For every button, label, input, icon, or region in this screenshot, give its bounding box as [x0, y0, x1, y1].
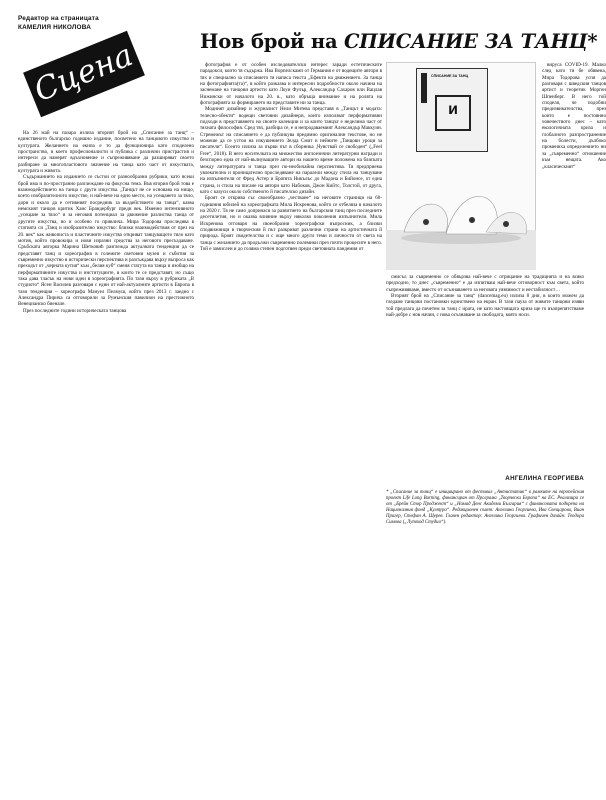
paragraph: смисъл за съвременно се обвързва най-вече с отрицание на традицията и на всяко предходно, то днес „съвременно“ е да изпитваш най-вече отговорност към света, който съпреживяваме, вместо от осъзнаването за неговата уязвимост и нестабилност…	[386, 274, 584, 293]
editor-credit	[18, 14, 99, 32]
cover-logo-box	[435, 95, 471, 131]
article-column-3-top	[542, 62, 606, 276]
editor-role: Редактор на страницата	[18, 15, 99, 22]
fabric-shape	[404, 204, 448, 232]
author-name: АНГЕЛИНА ГЕОРГИЕВА	[505, 475, 584, 482]
paragraph: През последните години историческата танцова	[23, 307, 127, 314]
cover-title: СПИСАНИЕ ЗА ТАНЦ	[431, 74, 469, 78]
headline-prefix: Нов брой на	[200, 30, 344, 53]
footnote: * „Списание за танц“ е инициирано от фестивал „Антистатик“ в рамките на европейския проект Life Long Burning, финансиран от Програма „Творческа Европа“ на ЕС. Реализира се от „Брейн Стор Проджект“ и „Номад Денс Академи България“ с финансовата подкрепа на Националния фонд „Култура“. Редакционен съвет: Ангелина Георгиева, Ива Свещарова, Виан Прагер, Стефан А. Щерев. Главен редактор: Ангелина Георгиева. Графичен дизайн: Теодора Симова („Лупоход Студио“).	[386, 490, 584, 525]
paragraph: Модният дизайнер и журналист Нели Митева представя в „Танцът в модата: телесно-обекти“ водещи световни дизайнери, които използват перформативни подходи в представянето на своите колекции и за които танцът е неделима част от тяхната философия. Сред тях, разбира се, е и непродаваемият Александър Маккуин. Стремежът на списанието е да публикува предимно оригинални текстове, но не можеше да се устои на изкушението Зелда Смит и нейните „Танцови уроци за писатели“. Есеито излиза за първи път в сборника „Чувствай се свободен“ („Feel Free“, 2018). В него носителката на множество англоезични литературни награди и безспорно една от най-вълнуващите автори на нашето време положена на бляската между литературата и танца през по-необичайна перспектива. Тя предприема увлекателно и проницателно проследяване на паралели между стила на танцуване на изпълнители от Фред Астер и Братята Никълъс до Мадона и Бийонсе, от една страна, и стила на писане на автори като Набоков, Джон Кийтс, Толстой, от друга, като с казуси около собственото й писателско дизайн.	[200, 106, 382, 195]
dancer-figure	[469, 217, 475, 223]
paragraph: Съдържанието на изданието се състои от разнообразни рубрики, като всеки брой има и по-пространно разглеждане на фокусна тема. Във втория брой това е взаимодействието на танца с други изкуства. „Танцът не се основава на нищо, което изобразителното изкуство, и най-вече на едно место, на усещането за тяло, дори и около да е сетивният посредник за въздействието на танца“, казва немският танцов критик Ханс Брандербург преди век. Именно интензивното „усещане за тяло“ и за неговия потенциал за движение разлиства танца от другите изкуства, но и особено го привлича. Мира Тодорова проследява в статията си „Танц и изобразително изкуство: близки взаимодействия от през на 20. век“ как живописта и пластичните изкуства откриват танцуващото тяло като мотив, който провокира и нови изразни средства за неговото пресъздаване. Сръбската авторка Марина Шетковић разглежда актуалната тенденция да се представят танц и хореография в големите световни музеи и събития за съвременно изкуство в исторически перспектива и разсъждава върху въпроса как преходът от „черната кутия“ към „белия куб“ сменя статута на танца и изобщо на перформативните изкуства и институциите, в които те се представят, но също така дава тласък на нови идеи в хореографията. По тази върху в рубриката „В студиото“ Ясен Василев разговаря с един от най-актуалните артисти в Европа в тази тенденция – хореографа Мануел Пелмуш, който през 2013 г. заедно с Александра Пирича са отговорили за Румънския павилион на престижното Венецианско биенале.	[18, 174, 194, 308]
article-column-1	[18, 130, 194, 772]
editor-name: КАМЕЛИЯ НИКОЛОВА	[18, 24, 92, 31]
paragraph: Вторият брой на „Списание за танц“ (dancemag.eu) излиза 8 дни, в които можем да гледаме танцови постановки единствено на екран. В тази пауза от живите танцови изяви той предлага да почетем за танц с ирата, не като настоящата криза ще го възпрепятстваме най-добре с нов начин, с нова осъзнаване за свободата, която носи.	[386, 293, 584, 319]
section-label: Сцена	[29, 37, 138, 109]
cover-logo-letter: и	[448, 101, 458, 118]
article-column-2	[200, 62, 382, 762]
dancers-illustration	[386, 160, 536, 270]
paragraph: На 26 май на пазара излиза вторият брой на „Списание за танц“ – единственото българско годишно издание, посветено на танцовото изкуство и културата. Желанието на екипа е то да функционира като споделено пространство, в което професионалисти и публика с различни пристрастия и интереси да намерят вдъхновение и съпреживяване да разширяват своето разбиране за многопластовото значение на танца като част от изкуствата, културата и живота.	[18, 130, 194, 175]
article-column-3	[386, 274, 584, 474]
article-headline	[200, 30, 597, 54]
cover-stripe	[421, 73, 427, 103]
headline-emphasis: СПИСАНИЕ ЗА ТАНЦ*	[343, 30, 598, 53]
paragraph: вируса COVID-19. Малко след като тя бе обявена, Мира Тодорова успя да разговаря с шведския танцов артист и теоретик Морген Шпенберг. В него той споделя, че подобни предизвикателства, през които е постоянно човечеството днес – като екологичната криза и глобалното разпространение на болести, дълбоко промениха определението ни за „съвременно“ отношение към нещата. Ако „класическият“	[542, 62, 606, 170]
paragraph: фотография е от особен изследователски интерес заради естетическите парадокси, които тя съдържа. Ива Ворпелскамп от Германия е от водещите автори в тях и специално за списанието тя написа текста „Ефекти на движението. За танца на фотографията(та)“, в който разказва и интересни подробности около начина на заснемане на танцови артисти като Лоуи Фулър, Александър Сахаров или Вацлав Нижински от началото на 20. в., като обръща внимание и на ролята на фотографията за формирането на представите ни за танца.	[200, 62, 382, 107]
magazine-cover	[416, 68, 488, 152]
dancer-figure	[423, 219, 429, 225]
section-banner	[23, 31, 145, 117]
paragraph: Броят се открива със своеобразно „честване“ на неговите страници на 60-годишния юбилей на хореографката Мила Искренова, който се отбеляза в началото на 2020 г. Тя не само допринася за развитието на българския танц през последните десетилетия, но и оказва влияние върху няколко поколения изпълнители. Мила Искренова отговаря на своеобразни хореографски въпросник, а близки сподвижници в творческия й път разкриват различни страни на артистичната й природа. Броят свидетелства и с още много други теми и личности от света на танца с желанието да продължи съвременно полемики през почти процесите в него. Той е замислен и до голяма степен подготвен преди световната пандемия от	[200, 195, 382, 252]
dancer-figure	[503, 221, 509, 227]
